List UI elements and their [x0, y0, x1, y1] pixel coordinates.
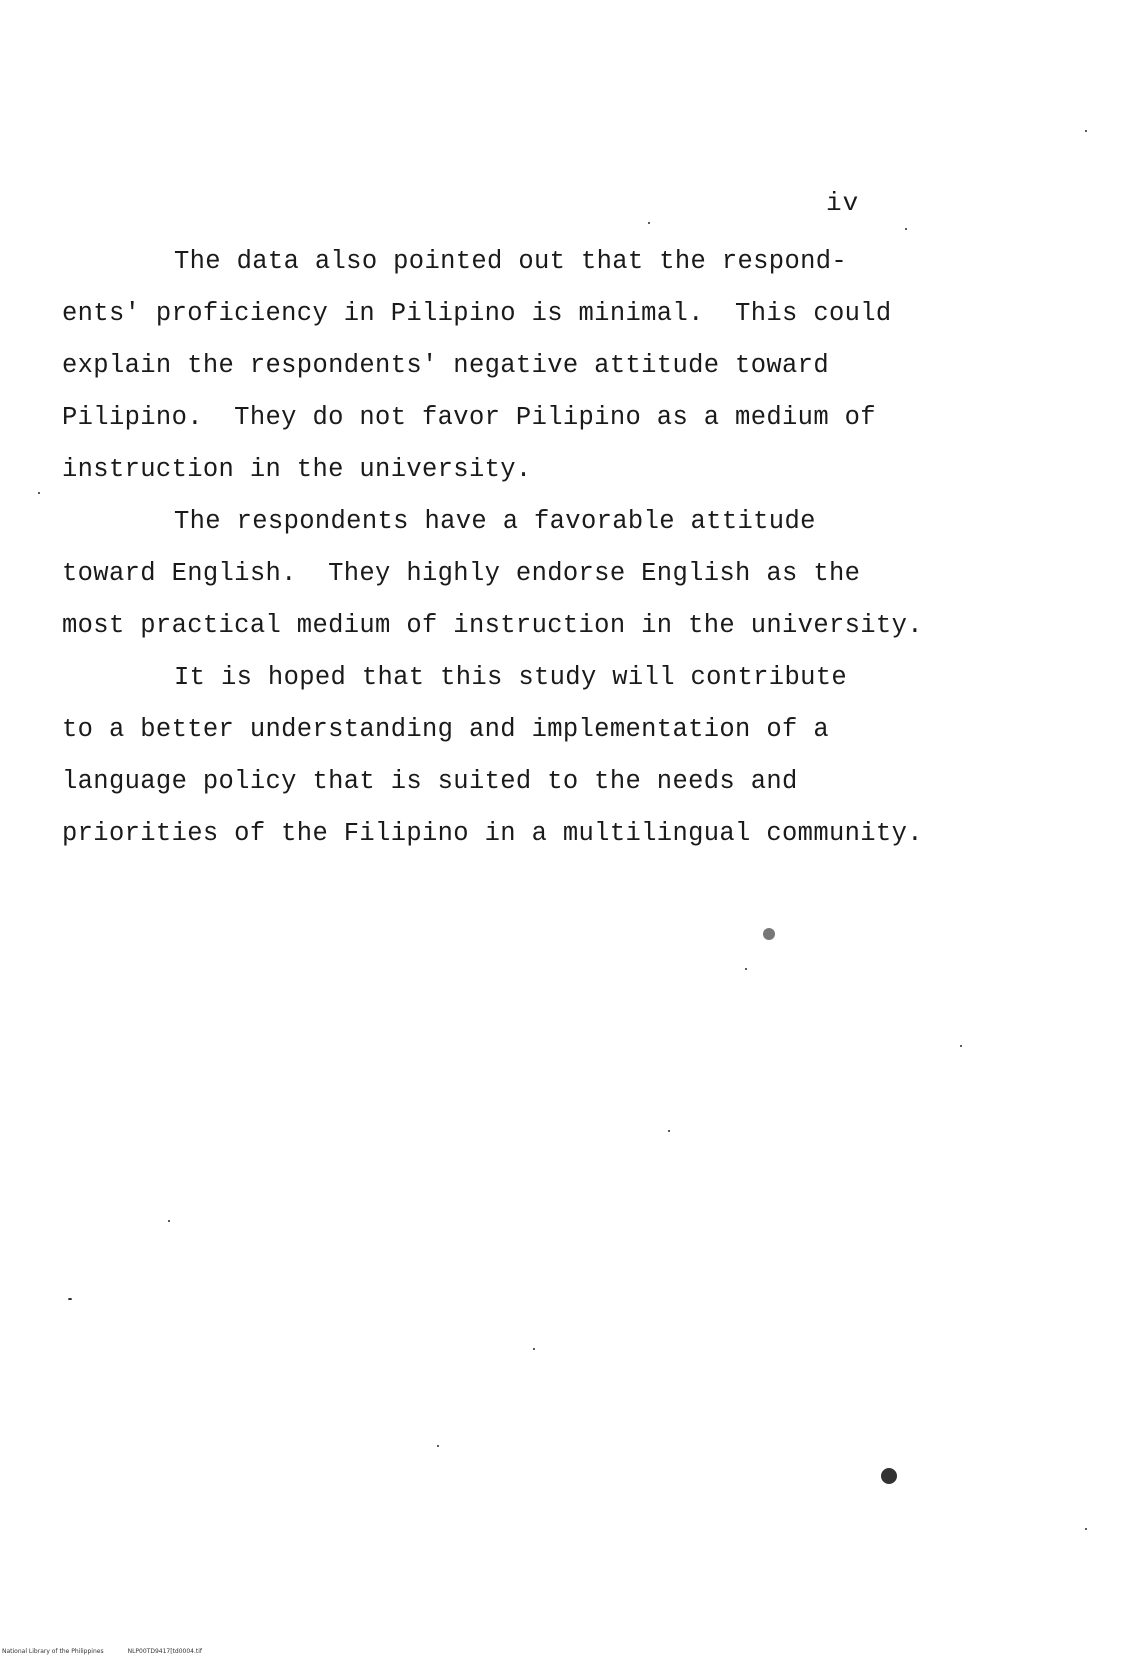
text-line: The data also pointed out that the respond- — [174, 247, 848, 276]
body-text — [62, 236, 962, 860]
file-identifier: NLP00TD9417[td0004.tif — [127, 1648, 203, 1655]
scan-speck — [38, 492, 40, 494]
text-line: language policy that is suited to the needs and — [62, 767, 798, 796]
text-line: Pilipino. They do not favor Pilipino as a medium of — [62, 403, 876, 432]
text-line: toward English. They highly endorse English as the — [62, 559, 861, 588]
page-number: iv — [826, 188, 860, 218]
scan-speck — [168, 1220, 170, 1222]
text-line: explain the respondents' negative attitude toward — [62, 351, 829, 380]
scan-speck — [668, 1130, 670, 1132]
scan-speck — [533, 1348, 535, 1350]
scan-speck — [1085, 1528, 1087, 1530]
scan-speck — [648, 222, 650, 224]
scan-speck — [1085, 130, 1087, 132]
text-line: priorities of the Filipino in a multilingual community. — [62, 819, 923, 848]
scan-footer — [2, 1648, 226, 1655]
text-line: instruction in the university. — [62, 455, 532, 484]
library-credit: National Library of the Philippines — [2, 1648, 104, 1655]
scan-speck — [881, 1468, 897, 1484]
scan-speck — [437, 1445, 439, 1447]
scan-speck — [763, 928, 775, 940]
scan-speck — [68, 1298, 72, 1300]
text-line: The respondents have a favorable attitude — [174, 507, 816, 536]
text-line: It is hoped that this study will contribute — [174, 663, 848, 692]
scan-speck — [960, 1045, 962, 1047]
scan-speck — [905, 228, 907, 230]
text-line: ents' proficiency in Pilipino is minimal. This could — [62, 299, 892, 328]
text-line: most practical medium of instruction in the university. — [62, 611, 923, 640]
scan-speck — [745, 968, 747, 970]
text-line: to a better understanding and implementation of a — [62, 715, 829, 744]
